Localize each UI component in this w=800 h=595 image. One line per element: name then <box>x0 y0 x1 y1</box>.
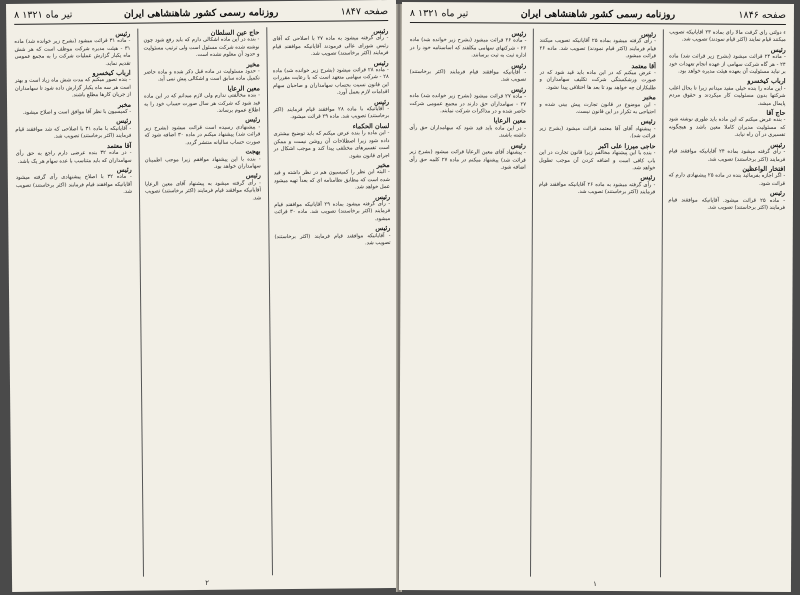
speaker-name: لسان الحکماء <box>352 121 390 131</box>
speaker-name: رئیس <box>640 117 656 126</box>
paragraph-text: - آقایانیکه موافقند قیام فرمایند (اکثر برخاستند) تصویب شد. <box>274 232 391 247</box>
paragraph <box>274 162 390 193</box>
paragraph <box>144 85 260 116</box>
paragraph-text: - این موضوع در قانون تجارت پیش بینی شده و احتیاجی به تکرار در این قانون نیست. <box>539 101 656 116</box>
speaker-name: رئیس <box>374 97 390 106</box>
paragraph-text: - البته این نظر را کمیسیون هم در نظر داشته و قید شده است که مطابق نظامنامه ای که بعداً تهیه میشود عمل خواهد شد. <box>273 169 390 191</box>
page-footer-number: ۱ <box>593 579 597 588</box>
header-title: روزنامه رسمی کشور شاهنشاهی ایران <box>123 7 279 20</box>
paragraph-text: - ماده ۳۱ قرائت میشود (بشرح زیر خوانده شد) ماده ۳۱ - هیئت مدیره شرکت موظف است که هر شش ماه یکبار گزارش عملیات شرکت را به مجمع عمومی تقدیم نماید. <box>14 38 131 67</box>
paragraph <box>14 31 130 69</box>
paragraph-text: - رأی گرفته میشود به پیشنهاد آقای معین الرعایا آقایانیکه موافقند قیام فرمایند (اکثر برخاستند) تصویب شد. <box>144 180 262 201</box>
paragraph <box>539 118 656 141</box>
speaker-name: آقا معتمد <box>631 61 656 70</box>
paragraph-text: - عرض میکنم که در این ماده باید قید شود که در صورت ورشکستگی شرکت تکلیف سهامداران و طلبکاران چه خواهد بود تا بعد ها اختلافی پیدا نشود. <box>539 69 656 92</box>
speaker-name: افتخار الواعظین <box>742 164 786 173</box>
speaker-name: ارباب کیخسرو <box>92 68 131 78</box>
paragraph-text: ء دولتی رأی گرفت مالا رأی بماده ۲۳ آقایانیکه تصویب میکنند قیام نمایند (اکثر قیام نمودند) تصویب شد. <box>669 29 786 44</box>
paragraph-text: - حدود مسئولیت در ماده قبل ذکر شده و ماده حاضر تکمیل ماده سابق است و اشکالی پیش نمی آید. <box>143 68 260 83</box>
paragraph <box>15 70 131 101</box>
paragraph <box>669 141 786 164</box>
paragraph <box>668 165 785 188</box>
paragraph-text: - رأی گرفته میشود به ماده ۲۷ با اصلاحی که آقای رئیس شورای عالی فرمودند آقایانیکه موافقند قیام فرمایند (اکثر برخاستند) تصویب شد. <box>272 35 389 58</box>
speaker-name: رئیس <box>245 171 261 180</box>
column-2 <box>143 27 265 576</box>
paragraph <box>15 101 131 117</box>
paragraph <box>145 148 261 171</box>
paragraph <box>144 61 260 84</box>
speaker-name: رئیس <box>770 45 786 54</box>
paragraph <box>409 86 526 116</box>
gazette-spread <box>6 4 794 592</box>
speaker-name: رئیس <box>375 192 391 201</box>
paragraph <box>272 28 388 59</box>
speaker-name: رئیس <box>373 26 389 36</box>
paragraph <box>410 62 527 85</box>
paragraph <box>669 29 786 44</box>
right-page <box>399 2 794 592</box>
paragraph-text: - پیشنهادی رسیده است قرائت میشود (بشرح زیر قرائت شد) پیشنهاد میکنم در ماده ۳۰ اضافه شود که صورت حساب سالیانه منتشر گردد. <box>144 124 261 146</box>
speaker-name: رئیس <box>115 29 131 38</box>
column-3 <box>14 29 136 578</box>
paragraph <box>539 31 656 61</box>
speaker-name: رئیس <box>116 117 132 126</box>
paragraph-text: - بنده با این پیشنهاد مخالفم زیرا قانون تجارت در این باب کافی است و اضافه کردن آن موجب تطویل خواهد شد. <box>538 149 656 172</box>
paragraph-text: - ماده ۲۵ قرائت میشود. آقایانیکه موافقند قیام فرمایند (اکثر برخاستند) تصویب شد. <box>668 196 785 211</box>
speaker-name: مخبر <box>376 160 390 170</box>
paragraph <box>145 173 261 204</box>
text-columns <box>14 26 394 578</box>
paragraph <box>539 142 656 172</box>
speaker-name: رئیس <box>640 173 656 182</box>
paragraph-text: - ماده ۲۴ قرائت میشود (بشرح زیر قرائت شد) ماده ۲۴ - هر گاه شرکت سهامی از عهده انجام تعهدات خود بر نیاید مسئولیت آن بعهده هیئت مدیره خواهد بود. <box>669 53 786 75</box>
paragraph <box>144 117 260 148</box>
speaker-name: آقا معتمد <box>106 141 132 150</box>
paragraph-text: - در ماده ۳۲ بنده عرضی دارم راجع به حق رأی سهامداران که باید متناسب با عده سهام هر یک باشد. <box>15 149 132 165</box>
paragraph-text: - بنده با این پیشنهاد موافقم زیرا موجب اطمینان سهامداران خواهد بود. <box>144 155 261 170</box>
header-date: ۸ تیر ماه ۱۳۲۱ <box>409 7 469 20</box>
paragraph <box>15 118 131 141</box>
paragraph-text: - آقایانیکه با ماده ۲۸ موافقند قیام فرمایند (اکثر برخاستند) تصویب شد. ماده ۲۹ قرائت میشود. <box>273 106 390 121</box>
paragraph <box>273 123 389 161</box>
paragraph <box>669 46 786 76</box>
paragraph <box>274 225 390 248</box>
speaker-name: حاج آقا <box>766 108 786 118</box>
paragraph <box>16 167 132 198</box>
paragraph <box>143 29 259 60</box>
paragraph-text: - پیشنهاد آقای آقا معتمد قرائت میشود (بشرح زیر قرائت شد). <box>539 125 656 140</box>
header-date: ۸ تیر ماه ۱۳۲۱ <box>14 9 73 21</box>
speaker-name: مخبر <box>642 93 656 102</box>
speaker-name: رئیس <box>510 141 526 150</box>
page-header <box>410 8 786 25</box>
column-1 <box>272 26 394 575</box>
column-1 <box>666 29 785 578</box>
column-divider <box>660 29 664 577</box>
paragraph <box>539 62 656 92</box>
paragraph-text: - در این ماده باید قید شود که سهامداران حق رأی داشته باشند. <box>409 124 526 139</box>
paragraph-text: - آقایانیکه موافقند قیام فرمایند (اکثر برخاستند) تصویب شد. <box>409 69 527 84</box>
paragraph-text: - بنده تصور میکنم که مدت شش ماه زیاد است و بهتر است هر سه ماه یکبار گزارش داده شود تا سهامداران از جریان کارها مطلع باشند. <box>14 77 131 99</box>
column-divider <box>137 29 144 577</box>
paragraph-text: - رأی گرفته میشود بماده ۲۹ آقایانیکه موافقند قیام فرمایند (اکثر برخاستند) تصویب شد. ماده ۳۰ قرائت میشود. <box>274 200 391 222</box>
speaker-name: حاج عین السلطان <box>210 28 260 37</box>
speaker-name: رئیس <box>245 115 261 124</box>
paragraph-text: - پیشنهاد آقای معین الرعایا قرائت میشود (بشرح زیر قرائت شد) پیشنهاد میکنم در ماده ۲۷ کلمه حق رأی اضافه شود. <box>409 149 526 171</box>
speaker-name: رئیس <box>511 61 527 70</box>
column-divider <box>266 27 273 575</box>
speaker-name: مخبر <box>117 100 132 109</box>
page-header <box>14 6 388 25</box>
paragraph-text: - رأی گرفته میشود بماده ۲۴ آقایانیکه موافقند قیام فرمایند (اکثر برخاستند) تصویب شد. <box>668 148 786 163</box>
paragraph <box>273 60 389 98</box>
paragraph-text: - این ماده را بنده خیلی مفید میدانم زیرا تا بحال اغلب شرکتها بدون مسئولیت کار میکردند و حقوق مردم پایمال میشد. <box>668 85 786 107</box>
paragraph-text: - ماده ۳۲ با اصلاح پیشنهادی رأی گرفته میشود آقایانیکه موافقند قیام فرمایند (اکثر برخاستند) تصویب شد. <box>15 174 132 195</box>
header-page-number: صفحه ۱۸۴۷ <box>340 5 389 18</box>
speaker-name: رئیس <box>511 85 527 94</box>
paragraph-text: - ماده ۲۸ قرائت میشود (بشرح زیر خوانده شد) ماده ۲۸ - شرکت سهامی متعهد است که با رعایت مقررات این قانون نسبت بحساب سهامداران و صاحبان سهام اقدامات لازم بعمل آورد. <box>272 67 389 96</box>
paragraph <box>539 94 656 117</box>
page-footer-number: ۲ <box>205 578 209 587</box>
speaker-name: معین الرعایا <box>493 116 526 126</box>
paragraph-text: - بنده مخالفتی ندارم ولی لازم میدانم که در این ماده قید شود که شرکت هر سال صورت حساب خود را به اطلاع عموم برساند. <box>143 92 261 114</box>
speaker-name: بهجت <box>245 147 261 156</box>
column-2 <box>537 29 656 578</box>
paragraph-text: - کمیسیون با نظر آقا موافق است و اصلاح میشود. <box>22 108 132 116</box>
speaker-name: رئیس <box>770 189 786 198</box>
speaker-name: رئیس <box>770 140 786 149</box>
paragraph <box>409 142 526 172</box>
speaker-name: رئیس <box>375 224 391 233</box>
paragraph <box>274 194 390 225</box>
paragraph-text: - رأی گرفته میشود بماده ۲۵ آقایانیکه تصویب میکنند قیام فرمایند (اکثر قیام نمودند) تصویب شد. ماده ۲۶ قرائت میشود. <box>539 38 657 60</box>
paragraph-text: - بنده عرض میکنم که این ماده باید طوری نوشته شود که مسئولیت مدیران کاملا معین باشد و هیچگونه تفسیری در آن راه نیابد. <box>668 116 786 139</box>
speaker-name: حاجی میرزا علی اکبر <box>598 141 656 150</box>
paragraph <box>539 174 656 197</box>
paragraph-text: - ماده ۲۷ قرائت میشود (بشرح زیر خوانده شد) ماده ۲۷ - سهامداران حق دارند در مجمع عمومی شرکت حاضر شده و در مذاکرات شرکت نمایند. <box>409 93 527 115</box>
paragraph <box>669 78 786 108</box>
paragraph <box>669 109 786 139</box>
speaker-name: معین الرعایا <box>227 84 260 93</box>
speaker-name: ارباب کیخسرو <box>747 77 786 86</box>
paragraph-text: - بنده در این ماده اشکالی دارم که باید رفع شود چون نوشته شده شرکت مسئول است ولی ترتیب مسئولیت و حدود آن معلوم نشده است. <box>143 36 260 59</box>
paragraph-text: - آقایانیکه با ماده ۳۱ با اصلاحی که شد موافقند قیام فرمایند (اکثر برخاستند) تصویب شد. <box>15 125 132 140</box>
column-3 <box>407 28 526 577</box>
header-page-number: صفحه ۱۸۴۶ <box>738 9 786 21</box>
speaker-name: رئیس <box>511 29 527 38</box>
paragraph <box>273 99 389 122</box>
speaker-name: رئیس <box>641 30 657 39</box>
paragraph <box>15 142 131 165</box>
column-divider <box>530 29 534 577</box>
speaker-name: رئیس <box>116 165 132 174</box>
paragraph <box>668 189 785 212</box>
paragraph-text: - ماده ۲۶ قرائت میشود (بشرح زیر خوانده شد) ماده ۲۶ - شرکتهای سهامی مکلفند که اساسنامه خود را در اداره ثبت به ثبت برسانند. <box>409 37 527 59</box>
header-title: روزنامه رسمی کشور شاهنشاهی ایران <box>520 8 676 21</box>
text-columns <box>407 28 786 578</box>
speaker-name: مخبر <box>246 59 260 69</box>
paragraph <box>410 30 527 60</box>
paragraph-text: - این ماده را بنده عرض میکنم که باید توضیح بیشتری داده شود زیرا اصطلاحات آن روشن نیست و ممکن است تفسیرهای مختلفی پیدا کند و موجب اشکال در اجرای قانون بشود. <box>273 130 390 159</box>
paragraph-text: - اگر اجازه بفرمائید بنده در ماده ۲۵ پیشنهادی دارم که قرائت شود. <box>668 172 786 187</box>
paragraph-text: - رأی گرفته میشود به ماده ۲۶ آقایانیکه موافقند قیام فرمایند (اکثر برخاستند) تصویب شد. <box>538 181 656 196</box>
paragraph <box>409 117 526 140</box>
speaker-name: رئیس <box>373 58 389 67</box>
left-page <box>6 0 402 592</box>
